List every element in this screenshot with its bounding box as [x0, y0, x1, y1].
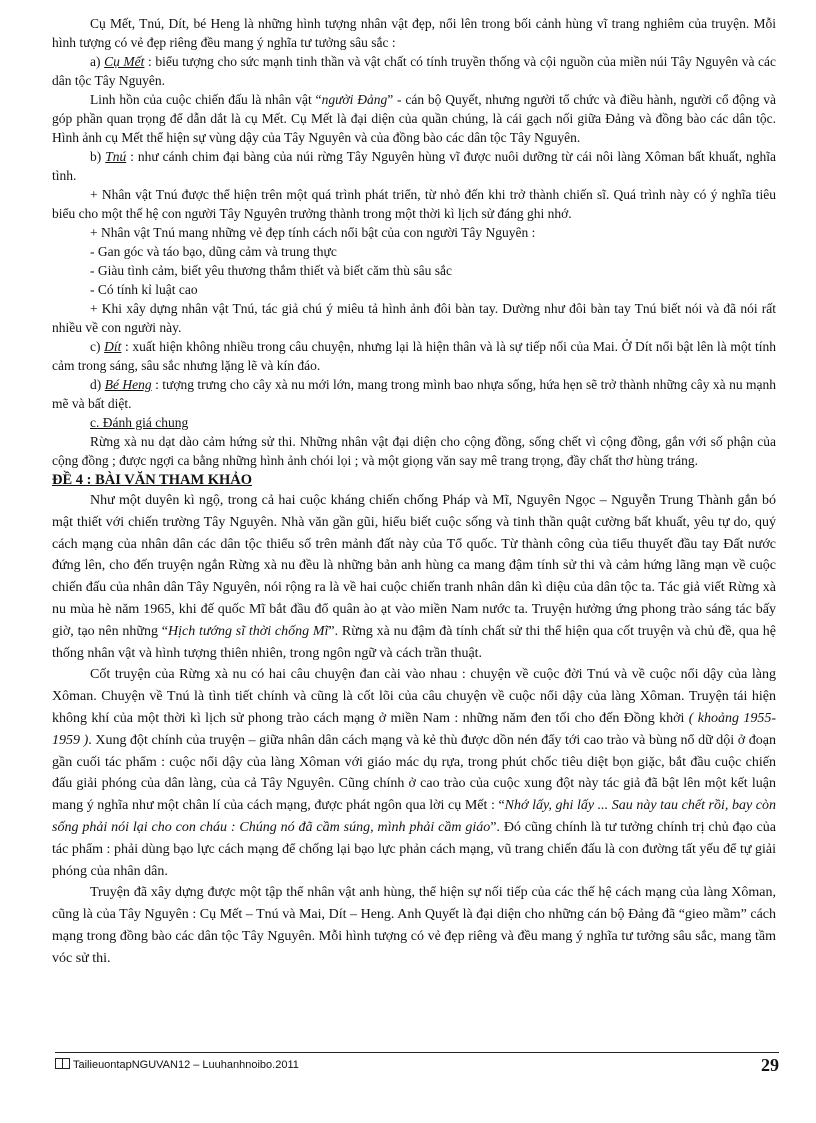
page-footer	[55, 1052, 779, 1075]
label-cu-met: Cụ Mết	[104, 54, 145, 69]
reference-essay	[52, 490, 776, 970]
essay-paragraph-3: Truyện đã xây dựng được một tập thể nhân vật anh hùng, thể hiện sự nối tiếp của các thế hệ cách mạng của làng Xôman, cũng là của Tây Nguyên : Cụ Mết – Tnú và Mai, Dít – Heng. Anh Quyết là đại diện cho những cán bộ Đảng đã “gieo mầm” cách mạng trong đồng bào các dân tộc Tây Nguyên. Mỗi hình tượng có vẻ đẹp riêng và đều mang ý nghĩa tư tưởng sâu sắc, mang tầm vóc sử thi.	[52, 885, 776, 966]
list-item: - Có tính kỉ luật cao	[90, 282, 198, 297]
evaluation-heading: c. Đánh giá chung	[90, 415, 189, 430]
essay-paragraph-2: Cốt truyện của Rừng xà nu có hai câu chuyện đan cài vào nhau : chuyện về cuộc đời Tnú và về cuộc nổi dậy của làng Xôman. Chuyện về Tnú là tình tiết chính và cũng là cốt lõi của câu chuyện về cuộc nổi dậy của làng Xôman. Truyện tái hiện không khí của một thời kì lịch sử phong trào cách mạng ở miền Nam : những năm đen tối cho đến Đồng khởi ( khoảng 1955-1959 ). Xung đột chính của truyện – giữa nhân dân cách mạng và kẻ thù được dồn nén đẩy tới cao trào và bùng nổ dữ dội ở đoạn gần cuối tác phẩm : cuộc nổi dậy của làng Xôman với giáo mác dụ rựa, trong phút chốc tiêu diệt bọn giặc, bắt đầu cuộc chiến đấu giải phóng của dân làng, của cả Tây Nguyên. Cũng chính ở cao trào của cuộc xung đột này tác giả đã bật lên một kết luận mang ý nghĩa như một chân lí của cách mạng, được phát ngôn qua lời cụ Mết : “Nhớ lấy, ghi lấy ... Sau này tau chết rồi, bay còn sống phải nói lại cho con cháu : Chúng nó đã cầm súng, mình phải cầm giáo”. Đó cũng chính là tư tưởng chính trị chủ đạo của tác phẩm : phải dùng bạo lực cách mạng để chống lại bạo lực phản cách mạng, vũ trang chiến đấu là con đường tất yếu để tự giải phóng của nhân dân.	[52, 667, 776, 879]
paragraph-evaluation: Rừng xà nu dạt dào cảm hứng sử thi. Những nhân vật đại diện cho cộng đồng, sống chết vì cộng đồng, gắn với số phận của cộng đồng ; được ngợi ca bằng những hình ảnh chói lọi ; và một giọng văn say mê trang trọng, đầy chất thơ hùng tráng.	[52, 434, 776, 468]
essay-paragraph-1: Như một duyên kì ngộ, trong cả hai cuộc kháng chiến chống Pháp và Mĩ, Nguyên Ngọc – Nguyễn Trung Thành gắn bó mật thiết với chiến trường Tây Nguyên. Nhà văn gần gũi, hiểu biết cuộc sống và tinh thần quật cường bất khuất, yêu tự do, quý cách mạng của nhân dân các dân tộc thiểu số trên mảnh đất này của Tổ quốc. Từ thành công của tiểu thuyết đầu tay Đất nước đứng lên, cho đến truyện ngắn Rừng xà nu đều là những bản anh hùng ca mang đậm tính sử thi và cảm hứng lãng mạn về cuộc chiến đấu của nhân dân Tây Nguyên, nói rộng ra là về hai cuộc chiến tranh nhân dân kì diệu của dân tộc ta. Tác giả viết Rừng xà nu mùa hè năm 1965, khi đế quốc Mĩ bắt đầu đổ quân ào ạt vào miền Nam nước ta. Truyện hưởng ứng phong trào sáng tác bấy giờ, tạo nên những “Hịch tướng sĩ thời chống Mĩ”. Rừng xà nu đậm đà tính chất sử thi thể hiện qua cốt truyện và chủ đề, qua hệ thống nhân vật và hình tượng thiên nhiên, trong ngôn ngữ và cách trần thuật.	[52, 493, 776, 661]
label-tnu: Tnú	[105, 149, 127, 164]
book-icon	[55, 1058, 70, 1069]
document-page	[52, 14, 776, 970]
paragraph-dit: c) Dít : xuất hiện không nhiều trong câu chuyện, nhưng lại là hiện thân và là sự tiếp nối của Mai. Ở Dít nổi bật lên là một tính cảm trong sáng, sâu sắc nhưng lặng lẽ và kín đáo.	[52, 339, 776, 373]
paragraph-tnu-3: + Nhân vật Tnú mang những vẻ đẹp tính cách nổi bật của con người Tây Nguyên :	[90, 225, 536, 240]
list-item: - Gan góc và táo bạo, dũng cảm và trung thực	[90, 244, 337, 259]
paragraph-be-heng: d) Bé Heng : tượng trưng cho cây xà nu mới lớn, mang trong mình bao nhựa sống, hứa hẹn sẽ trở thành những cây xà nu mạnh mẽ và bất diệt.	[52, 377, 777, 411]
paragraph-tnu-4: + Khi xây dựng nhân vật Tnú, tác giả chú ý miêu tả hình ảnh đôi bàn tay. Dường như đôi bàn tay Tnú biết nói và đã nói rất nhiều về con người này.	[52, 301, 776, 335]
paragraph-intro: Cụ Mết, Tnú, Dít, bé Heng là những hình tượng nhân vật đẹp, nổi lên trong bối cảnh hùng vĩ trang nghiêm của truyện. Mỗi hình tượng có vẻ đẹp riêng đều mang ý nghĩa tư tưởng sâu sắc :	[52, 16, 776, 50]
footer-source: TailieuontapNGUVAN12 – Luuhanhnoibo.2011	[73, 1059, 299, 1071]
section-heading: ĐỀ 4 : BÀI VĂN THAM KHẢO	[52, 472, 253, 488]
label-be-heng: Bé Heng	[104, 377, 152, 392]
paragraph-cu-met-2: Linh hồn của cuộc chiến đấu là nhân vật “người Đảng” - cán bộ Quyết, nhưng người tổ chức và điều hành, người cổ động và góp phần quan trọng để dẫn dắt là cụ Mết. Cụ Mết là đại diện của quần chúng, là cái gạch nối giữa Đảng và đồng bào các dân tộc. Hình ảnh cụ Mết thể hiện sự vùng dậy của Tây Nguyên và của đồng bào các dân tộc Tây Nguyên.	[52, 92, 776, 145]
paragraph-cu-met: a) Cụ Mết : biểu tượng cho sức mạnh tinh thần và vật chất có tính truyền thống và cội nguồn của miền núi Tây Nguyên và các dân tộc Tây Nguyên.	[52, 54, 776, 88]
page-number: 29	[761, 1055, 779, 1075]
label-dit: Dít	[104, 339, 122, 354]
list-item: - Giàu tình cảm, biết yêu thương thắm thiết và biết căm thù sâu sắc	[90, 263, 452, 278]
paragraph-tnu: b) Tnú : như cánh chim đại bàng của núi rừng Tây Nguyên hùng vĩ được nuôi dưỡng từ cái nôi làng Xôman bất khuất, nghĩa tình.	[52, 149, 776, 183]
paragraph-tnu-2: + Nhân vật Tnú được thể hiện trên một quá trình phát triển, từ nhỏ đến khi trở thành chiến sĩ. Quá trình này có ý nghĩa tiêu biểu cho một thế hệ con người Tây Nguyên trưởng thành trong một thời kì lịch sử đáng ghi nhớ.	[52, 187, 776, 221]
